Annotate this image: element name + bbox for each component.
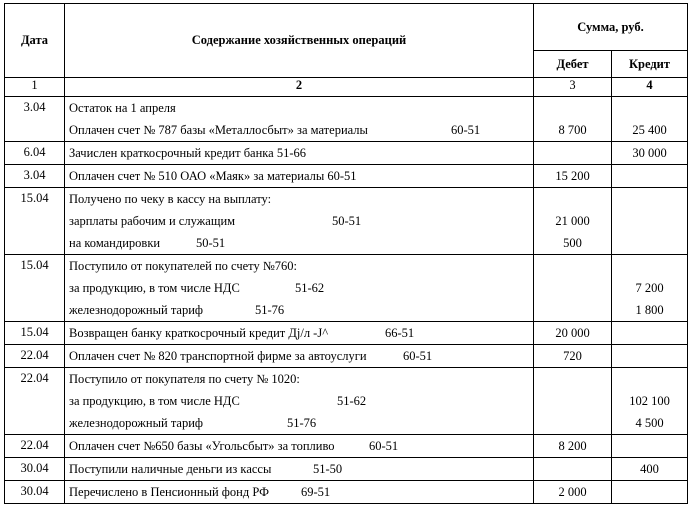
credit-amount: 7 200 <box>635 281 664 295</box>
row-description <box>65 368 534 435</box>
credit-amount <box>612 255 687 277</box>
credit-amount: 4 500 <box>635 416 664 430</box>
credit-amount <box>612 435 687 457</box>
row-credit <box>612 458 688 481</box>
operation-text: за продукцию, в том числе НДС <box>69 281 240 295</box>
row-date: 6.04 <box>5 142 65 165</box>
credit-amount: 102 100 <box>629 394 670 408</box>
row-credit <box>612 97 688 142</box>
operation-text: Оплачен счет № 820 транспортной фирме за автоуслуги <box>69 349 367 363</box>
debit-amount <box>534 255 611 277</box>
table-row <box>5 458 688 481</box>
row-credit <box>612 255 688 322</box>
row-debit <box>534 435 612 458</box>
header-credit: Кредит <box>612 51 688 78</box>
debit-amount: 21 000 <box>555 214 590 228</box>
row-date: 3.04 <box>5 165 65 188</box>
account-code: 66-51 <box>385 326 415 340</box>
operation-text: Поступили наличные деньги из кассы <box>69 462 272 476</box>
table-row <box>5 345 688 368</box>
row-date: 30.04 <box>5 458 65 481</box>
credit-amount <box>612 368 687 390</box>
table-row <box>5 435 688 458</box>
credit-amount: 30 000 <box>632 146 667 160</box>
debit-amount <box>534 142 611 164</box>
row-debit <box>534 368 612 435</box>
operation-text: железнодорожный тариф <box>69 303 204 317</box>
credit-amount <box>612 481 687 503</box>
row-debit <box>534 481 612 504</box>
row-debit <box>534 255 612 322</box>
operation-text: Оплачен счет №650 базы «Угольсбыт» за топливо <box>69 439 335 453</box>
table-row <box>5 368 688 435</box>
row-description <box>65 165 534 188</box>
credit-amount <box>612 188 687 210</box>
row-debit <box>534 97 612 142</box>
row-credit <box>612 368 688 435</box>
debit-amount <box>534 188 611 210</box>
account-code: 51-76 <box>255 303 285 317</box>
debit-amount: 20 000 <box>555 326 590 340</box>
table-row <box>5 188 688 255</box>
debit-amount <box>534 458 611 480</box>
col-number-3: 3 <box>534 78 612 97</box>
row-debit <box>534 458 612 481</box>
operation-text: зарплаты рабочим и служащим <box>69 214 236 228</box>
account-code: 50-51 <box>196 236 226 250</box>
debit-amount <box>534 299 611 321</box>
debit-amount <box>534 390 611 412</box>
row-description <box>65 322 534 345</box>
row-date: 30.04 <box>5 481 65 504</box>
debit-amount <box>534 97 611 119</box>
credit-amount: 25 400 <box>632 123 667 137</box>
operation-text: Поступило от покупателя по счету № 1020: <box>69 372 300 386</box>
operation-text: Зачислен краткосрочный кредит банка 51-66 <box>69 146 307 160</box>
row-debit <box>534 165 612 188</box>
row-credit <box>612 188 688 255</box>
account-code: 51-76 <box>287 416 317 430</box>
operation-text: Оплачен счет № 510 ОАО «Маяк» за материалы 60-51 <box>69 169 357 183</box>
operation-text: Остаток на 1 апреля <box>69 101 176 115</box>
row-date: 15.04 <box>5 255 65 322</box>
col-number-4: 4 <box>612 78 688 97</box>
row-debit <box>534 188 612 255</box>
account-code: 51-62 <box>295 281 325 295</box>
header-debit: Дебет <box>534 51 612 78</box>
row-credit <box>612 345 688 368</box>
debit-amount: 8 200 <box>558 439 587 453</box>
row-date: 22.04 <box>5 435 65 458</box>
row-credit <box>612 435 688 458</box>
table-row <box>5 97 688 142</box>
table-row <box>5 142 688 165</box>
row-debit <box>534 345 612 368</box>
debit-amount: 2 000 <box>558 485 587 499</box>
row-credit <box>612 142 688 165</box>
row-credit <box>612 322 688 345</box>
debit-amount <box>534 277 611 299</box>
row-debit <box>534 142 612 165</box>
row-debit <box>534 322 612 345</box>
credit-amount <box>612 232 687 254</box>
row-date: 22.04 <box>5 368 65 435</box>
account-code: 60-51 <box>369 439 399 453</box>
credit-amount: 400 <box>640 462 659 476</box>
operations-table <box>4 3 688 504</box>
table-row <box>5 322 688 345</box>
debit-amount: 720 <box>563 349 582 363</box>
row-credit <box>612 481 688 504</box>
table-row <box>5 481 688 504</box>
col-number-2: 2 <box>65 78 534 97</box>
debit-amount <box>534 368 611 390</box>
table-row <box>5 255 688 322</box>
operation-text: за продукцию, в том числе НДС <box>69 394 240 408</box>
row-description <box>65 435 534 458</box>
debit-amount: 15 200 <box>555 169 590 183</box>
operation-text: железнодорожный тариф <box>69 416 204 430</box>
row-description <box>65 97 534 142</box>
col-number-1: 1 <box>5 78 65 97</box>
credit-amount <box>612 210 687 232</box>
row-date: 22.04 <box>5 345 65 368</box>
operation-text: Перечислено в Пенсионный фонд РФ <box>69 485 269 499</box>
operation-text: Возвращен банку краткосрочный кредит Дj/л -J^ <box>69 326 329 340</box>
account-code: 51-50 <box>313 462 343 476</box>
operation-text: Поступило от покупателей по счету №760: <box>69 259 297 273</box>
credit-amount: 1 800 <box>635 303 664 317</box>
row-description <box>65 481 534 504</box>
row-description <box>65 345 534 368</box>
debit-amount <box>534 412 611 434</box>
header-content: Содержание хозяйственных операций <box>65 4 534 78</box>
operation-text: Оплачен счет № 787 базы «Металлосбыт» за материалы <box>69 123 368 137</box>
row-description <box>65 458 534 481</box>
row-description <box>65 188 534 255</box>
operation-text: Получено по чеку в кассу на выплату: <box>69 192 272 206</box>
row-credit <box>612 165 688 188</box>
credit-amount <box>612 345 687 367</box>
row-date: 15.04 <box>5 322 65 345</box>
row-date: 15.04 <box>5 188 65 255</box>
row-description <box>65 142 534 165</box>
account-code: 51-62 <box>337 394 367 408</box>
table-row <box>5 165 688 188</box>
debit-amount: 500 <box>563 236 582 250</box>
account-code: 60-51 <box>403 349 433 363</box>
credit-amount <box>612 165 687 187</box>
account-code: 50-51 <box>332 214 362 228</box>
account-code: 60-51 <box>451 123 481 137</box>
header-date: Дата <box>5 4 65 78</box>
credit-amount <box>612 97 687 119</box>
row-date: 3.04 <box>5 97 65 142</box>
credit-amount <box>612 322 687 344</box>
header-sum: Сумма, руб. <box>534 4 688 51</box>
operation-text: на командировки <box>69 236 161 250</box>
row-description <box>65 255 534 322</box>
account-code: 69-51 <box>301 485 331 499</box>
debit-amount: 8 700 <box>558 123 587 137</box>
operations-body <box>5 97 688 504</box>
